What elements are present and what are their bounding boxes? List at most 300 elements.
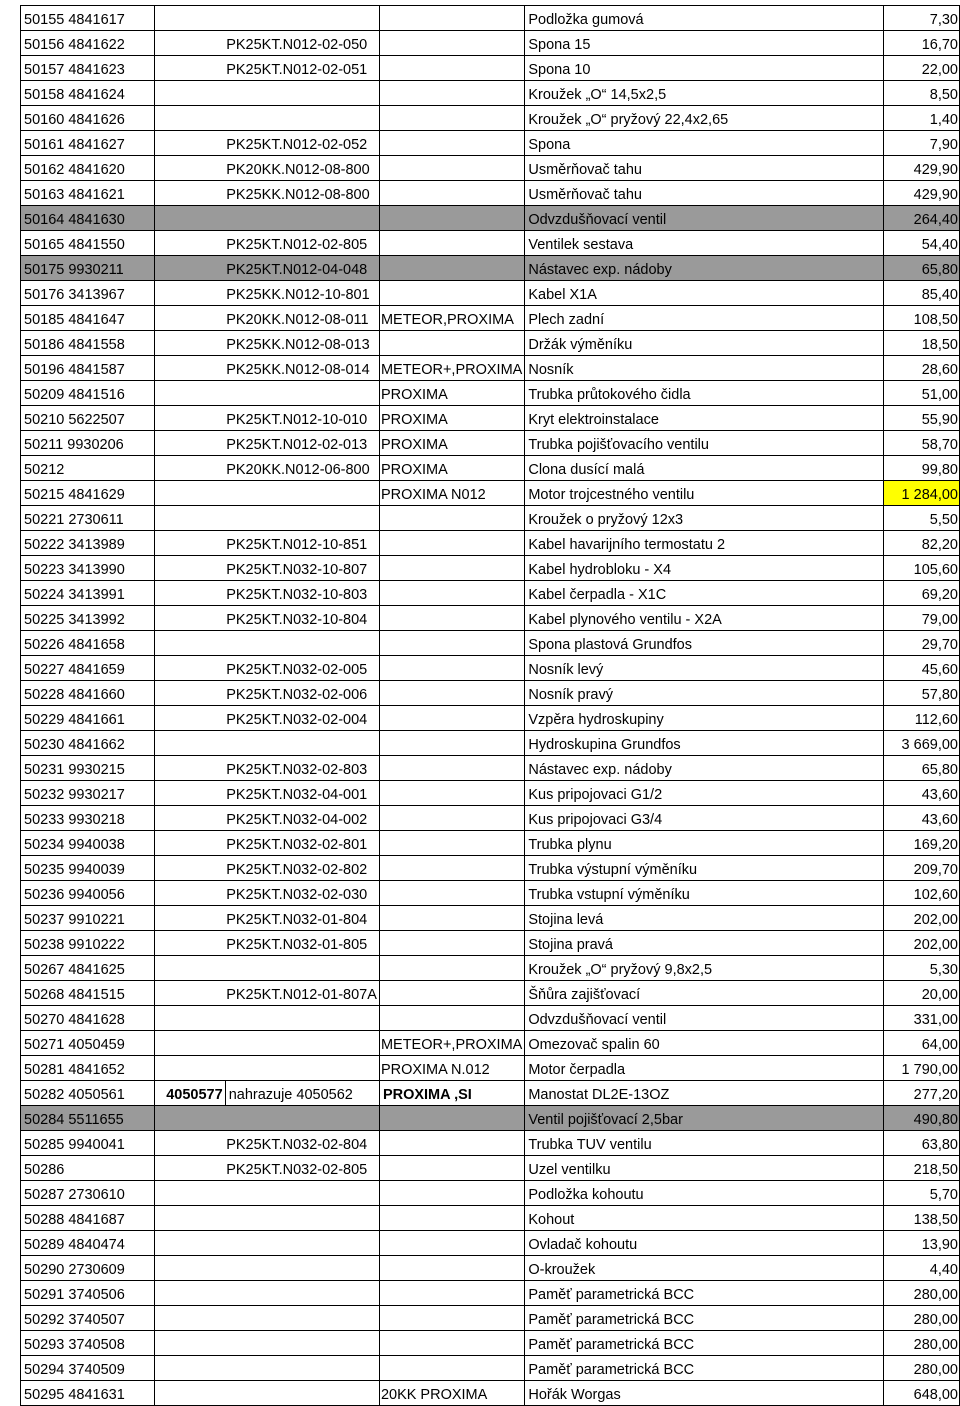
price: 65,80 — [883, 256, 959, 281]
item-code: 4841662 — [68, 737, 125, 753]
drawing-ref: PK25KT.N012-02-050 — [225, 31, 379, 56]
drawing-ref: PK20KK.N012-06-800 — [225, 456, 379, 481]
price: 429,90 — [883, 156, 959, 181]
price: 58,70 — [883, 431, 959, 456]
drawing-ref — [225, 1356, 379, 1381]
price: 28,60 — [883, 356, 959, 381]
part-name: Hydroskupina Grundfos — [525, 731, 884, 756]
blank-cell — [155, 6, 225, 31]
part-name: Trubka pojišťovacího ventilu — [525, 431, 884, 456]
drawing-ref — [225, 1256, 379, 1281]
blank-cell — [155, 631, 225, 656]
table-row — [21, 1006, 960, 1031]
blank-cell — [155, 1306, 225, 1331]
id-code-cell — [21, 831, 155, 856]
price: 138,50 — [883, 1206, 959, 1231]
table-row — [21, 131, 960, 156]
table-row — [21, 56, 960, 81]
price: 54,40 — [883, 231, 959, 256]
drawing-ref: PK25KT.N032-02-006 — [225, 681, 379, 706]
price: 55,90 — [883, 406, 959, 431]
model-cell — [379, 31, 524, 56]
blank-cell — [155, 956, 225, 981]
part-name: Trubka vstupní výměníku — [525, 881, 884, 906]
id-code-cell — [21, 256, 155, 281]
price: 102,60 — [883, 881, 959, 906]
item-code: 4841625 — [68, 962, 125, 978]
model-cell: PROXIMA N012 — [379, 481, 524, 506]
item-id: 50186 — [24, 337, 65, 353]
alt-code: 4050577 — [155, 1081, 225, 1106]
part-name: Paměť parametrická BCC — [525, 1281, 884, 1306]
table-row — [21, 781, 960, 806]
part-name: Kus pripojovaci G3/4 — [525, 806, 884, 831]
blank-cell — [155, 231, 225, 256]
blank-cell — [155, 831, 225, 856]
blank-cell — [155, 1106, 225, 1131]
item-code: 4841652 — [68, 1062, 125, 1078]
item-code: 4050459 — [68, 1037, 125, 1053]
model-cell — [379, 1231, 524, 1256]
drawing-ref — [225, 1031, 379, 1056]
part-name: Paměť parametrická BCC — [525, 1306, 884, 1331]
item-id: 50226 — [24, 637, 65, 653]
item-code: 4841626 — [68, 112, 125, 128]
model-cell: PROXIMA N.012 — [379, 1056, 524, 1081]
drawing-ref — [225, 1056, 379, 1081]
blank-cell — [155, 1331, 225, 1356]
table-row — [21, 381, 960, 406]
drawing-ref — [225, 1331, 379, 1356]
table-row — [21, 356, 960, 381]
drawing-ref: PK25KT.N012-04-048 — [225, 256, 379, 281]
id-code-cell — [21, 206, 155, 231]
id-code-cell — [21, 1181, 155, 1206]
price: 490,80 — [883, 1106, 959, 1131]
blank-cell — [155, 1056, 225, 1081]
drawing-ref — [225, 731, 379, 756]
table-row — [21, 1131, 960, 1156]
item-id: 50295 — [24, 1387, 65, 1403]
part-name: Trubka výstupní výměníku — [525, 856, 884, 881]
item-id: 50292 — [24, 1312, 65, 1328]
item-id: 50270 — [24, 1012, 65, 1028]
table-row — [21, 406, 960, 431]
id-code-cell — [21, 1106, 155, 1131]
drawing-ref: PK20KK.N012-08-011 — [225, 306, 379, 331]
item-code: 3413967 — [68, 287, 125, 303]
table-row — [21, 1381, 960, 1406]
table-row — [21, 631, 960, 656]
part-name: Clona dusící malá — [525, 456, 884, 481]
blank-cell — [155, 1231, 225, 1256]
item-code: 3413990 — [68, 562, 125, 578]
drawing-ref: PK25KT.N012-02-052 — [225, 131, 379, 156]
model-cell — [379, 656, 524, 681]
table-row — [21, 731, 960, 756]
price: 5,30 — [883, 956, 959, 981]
drawing-ref: PK25KT.N032-04-002 — [225, 806, 379, 831]
part-name: Motor trojcestného ventilu — [525, 481, 884, 506]
part-name: Trubka TUV ventilu — [525, 1131, 884, 1156]
id-code-cell — [21, 1131, 155, 1156]
blank-cell — [155, 806, 225, 831]
item-code: 3413991 — [68, 587, 125, 603]
model-cell: METEOR+,PROXIMA — [379, 356, 524, 381]
price: 280,00 — [883, 1356, 959, 1381]
item-id: 50158 — [24, 87, 65, 103]
price: 79,00 — [883, 606, 959, 631]
item-code: 3740509 — [68, 1362, 125, 1378]
drawing-ref: PK25KT.N012-02-051 — [225, 56, 379, 81]
drawing-ref: PK25KT.N032-01-805 — [225, 931, 379, 956]
drawing-ref: PK25KT.N032-04-001 — [225, 781, 379, 806]
model-cell — [379, 756, 524, 781]
id-code-cell — [21, 106, 155, 131]
table-row — [21, 681, 960, 706]
item-id: 50165 — [24, 237, 65, 253]
item-code: 4841629 — [68, 487, 125, 503]
id-code-cell — [21, 431, 155, 456]
table-row — [21, 956, 960, 981]
blank-cell — [155, 906, 225, 931]
id-code-cell — [21, 1081, 155, 1106]
price: 99,80 — [883, 456, 959, 481]
item-code: 4841630 — [68, 212, 125, 228]
blank-cell — [155, 1181, 225, 1206]
drawing-ref — [225, 956, 379, 981]
price: 202,00 — [883, 931, 959, 956]
item-code: 5511655 — [68, 1112, 124, 1128]
model-cell — [379, 6, 524, 31]
part-name: Kryt elektroinstalace — [525, 406, 884, 431]
table-row — [21, 1256, 960, 1281]
part-name: Stojina pravá — [525, 931, 884, 956]
price: 69,20 — [883, 581, 959, 606]
table-row — [21, 1181, 960, 1206]
table-row — [21, 931, 960, 956]
price: 3 669,00 — [883, 731, 959, 756]
drawing-ref — [225, 1106, 379, 1131]
id-code-cell — [21, 981, 155, 1006]
price: 105,60 — [883, 556, 959, 581]
table-row — [21, 556, 960, 581]
item-id: 50161 — [24, 137, 65, 153]
part-name: Stojina levá — [525, 906, 884, 931]
price: 45,60 — [883, 656, 959, 681]
item-code: 4841659 — [68, 662, 125, 678]
part-name: Uzel ventilku — [525, 1156, 884, 1181]
blank-cell — [155, 506, 225, 531]
model-cell: PROXIMA ,SI — [379, 1081, 524, 1106]
id-code-cell — [21, 931, 155, 956]
part-name: Ventilek sestava — [525, 231, 884, 256]
drawing-ref — [225, 81, 379, 106]
id-code-cell — [21, 1031, 155, 1056]
part-name: Odvzdušňovací ventil — [525, 206, 884, 231]
price: 648,00 — [883, 1381, 959, 1406]
item-id: 50210 — [24, 412, 65, 428]
price: 331,00 — [883, 1006, 959, 1031]
table-row — [21, 456, 960, 481]
model-cell — [379, 1156, 524, 1181]
price: 1 284,00 — [883, 481, 959, 506]
item-code: 4841621 — [68, 187, 125, 203]
price: 280,00 — [883, 1306, 959, 1331]
id-code-cell — [21, 781, 155, 806]
model-cell — [379, 106, 524, 131]
id-code-cell — [21, 906, 155, 931]
drawing-ref: PK25KT.N032-02-803 — [225, 756, 379, 781]
table-row — [21, 306, 960, 331]
id-code-cell — [21, 1331, 155, 1356]
table-row — [21, 531, 960, 556]
model-cell — [379, 331, 524, 356]
table-row — [21, 506, 960, 531]
price: 29,70 — [883, 631, 959, 656]
item-code: 4841515 — [68, 987, 125, 1003]
id-code-cell — [21, 806, 155, 831]
id-code-cell — [21, 31, 155, 56]
part-name: Nástavec exp. nádoby — [525, 256, 884, 281]
blank-cell — [155, 1256, 225, 1281]
drawing-ref: PK25KT.N032-02-804 — [225, 1131, 379, 1156]
item-id: 50185 — [24, 312, 65, 328]
item-id: 50175 — [24, 262, 65, 278]
id-code-cell — [21, 1356, 155, 1381]
model-cell: METEOR+,PROXIMA — [379, 1031, 524, 1056]
item-id: 50223 — [24, 562, 65, 578]
part-name: Kabel čerpadla - X1C — [525, 581, 884, 606]
id-code-cell — [21, 606, 155, 631]
item-id: 50281 — [24, 1062, 65, 1078]
model-cell — [379, 1306, 524, 1331]
part-name: Usměrňovač tahu — [525, 156, 884, 181]
item-code: 4841631 — [68, 1387, 125, 1403]
item-id: 50230 — [24, 737, 65, 753]
id-code-cell — [21, 1206, 155, 1231]
price: 264,40 — [883, 206, 959, 231]
part-name: Kroužek „O“ pryžový 9,8x2,5 — [525, 956, 884, 981]
id-code-cell — [21, 731, 155, 756]
part-name: Kohout — [525, 1206, 884, 1231]
item-code: 4050561 — [68, 1087, 125, 1103]
blank-cell — [155, 81, 225, 106]
part-name: Omezovač spalin 60 — [525, 1031, 884, 1056]
drawing-ref — [225, 1006, 379, 1031]
table-row — [21, 1331, 960, 1356]
drawing-ref: PK25KT.N032-10-803 — [225, 581, 379, 606]
table-row — [21, 1356, 960, 1381]
drawing-ref: PK25KT.N032-02-805 — [225, 1156, 379, 1181]
item-code: 2730611 — [68, 512, 124, 528]
item-id: 50286 — [24, 1162, 65, 1178]
model-cell — [379, 806, 524, 831]
drawing-ref — [225, 1206, 379, 1231]
part-name: Vzpěra hydroskupiny — [525, 706, 884, 731]
item-code: 4841661 — [68, 712, 125, 728]
blank-cell — [155, 1381, 225, 1406]
drawing-ref: PK25KT.N032-02-801 — [225, 831, 379, 856]
drawing-ref: PK25KT.N032-02-030 — [225, 881, 379, 906]
table-row — [21, 1056, 960, 1081]
item-id: 50162 — [24, 162, 65, 178]
model-cell: PROXIMA — [379, 456, 524, 481]
price: 7,90 — [883, 131, 959, 156]
blank-cell — [155, 331, 225, 356]
price: 108,50 — [883, 306, 959, 331]
item-id: 50289 — [24, 1237, 65, 1253]
model-cell — [379, 906, 524, 931]
item-code: 4841550 — [68, 237, 125, 253]
drawing-ref: PK25KT.N012-01-807A — [225, 981, 379, 1006]
item-code: 5622507 — [68, 412, 125, 428]
drawing-ref — [225, 106, 379, 131]
replacement-note: nahrazuje 4050562 — [225, 1081, 379, 1106]
drawing-ref: PK25KT.N032-02-005 — [225, 656, 379, 681]
id-code-cell — [21, 856, 155, 881]
id-code-cell — [21, 881, 155, 906]
id-code-cell — [21, 581, 155, 606]
item-code: 9940056 — [68, 887, 125, 903]
id-code-cell — [21, 281, 155, 306]
id-code-cell — [21, 1006, 155, 1031]
part-name: Trubka průtokového čidla — [525, 381, 884, 406]
price: 43,60 — [883, 806, 959, 831]
id-code-cell — [21, 56, 155, 81]
id-code-cell — [21, 456, 155, 481]
blank-cell — [155, 56, 225, 81]
model-cell: PROXIMA — [379, 406, 524, 431]
table-row — [21, 1231, 960, 1256]
blank-cell — [155, 1006, 225, 1031]
item-id: 50287 — [24, 1187, 65, 1203]
model-cell — [379, 1356, 524, 1381]
part-name: Držák výměníku — [525, 331, 884, 356]
id-code-cell — [21, 381, 155, 406]
item-code: 9940039 — [68, 862, 125, 878]
item-id: 50238 — [24, 937, 65, 953]
price: 20,00 — [883, 981, 959, 1006]
part-name: Kabel X1A — [525, 281, 884, 306]
table-row — [21, 806, 960, 831]
item-code: 4841660 — [68, 687, 125, 703]
item-id: 50227 — [24, 662, 65, 678]
price: 277,20 — [883, 1081, 959, 1106]
item-id: 50209 — [24, 387, 65, 403]
drawing-ref — [225, 1281, 379, 1306]
item-id: 50212 — [24, 462, 65, 478]
item-id: 50294 — [24, 1362, 65, 1378]
table-row — [21, 31, 960, 56]
table-row — [21, 156, 960, 181]
table-row — [21, 656, 960, 681]
item-code: 9930206 — [67, 437, 124, 453]
blank-cell — [155, 881, 225, 906]
item-id: 50229 — [24, 712, 65, 728]
blank-cell — [155, 781, 225, 806]
table-row — [21, 281, 960, 306]
item-code: 9910221 — [68, 912, 125, 928]
blank-cell — [155, 481, 225, 506]
item-id: 50290 — [24, 1262, 65, 1278]
part-name: Nosník levý — [525, 656, 884, 681]
blank-cell — [155, 306, 225, 331]
id-code-cell — [21, 306, 155, 331]
model-cell — [379, 506, 524, 531]
item-id: 50231 — [24, 762, 65, 778]
blank-cell — [155, 131, 225, 156]
part-name: Ventil pojišťovací 2,5bar — [525, 1106, 884, 1131]
part-name: Paměť parametrická BCC — [525, 1356, 884, 1381]
price: 112,60 — [883, 706, 959, 731]
model-cell — [379, 781, 524, 806]
part-name: O-kroužek — [525, 1256, 884, 1281]
model-cell — [379, 856, 524, 881]
blank-cell — [155, 431, 225, 456]
item-id: 50156 — [24, 37, 65, 53]
id-code-cell — [21, 156, 155, 181]
item-id: 50271 — [24, 1037, 65, 1053]
item-code: 3740506 — [68, 1287, 125, 1303]
item-code: 4841628 — [68, 1012, 125, 1028]
id-code-cell — [21, 331, 155, 356]
item-id: 50155 — [24, 12, 65, 28]
part-name: Nosník pravý — [525, 681, 884, 706]
model-cell — [379, 1206, 524, 1231]
id-code-cell — [21, 6, 155, 31]
price: 280,00 — [883, 1281, 959, 1306]
drawing-ref — [225, 6, 379, 31]
item-id: 50224 — [24, 587, 65, 603]
part-name: Hořák Worgas — [525, 1381, 884, 1406]
item-id: 50234 — [24, 837, 65, 853]
parts-price-table — [20, 5, 960, 1406]
drawing-ref: PK25KT.N032-10-804 — [225, 606, 379, 631]
id-code-cell — [21, 131, 155, 156]
item-code: 4841623 — [68, 62, 125, 78]
item-id: 50235 — [24, 862, 65, 878]
item-code: 4841627 — [68, 137, 125, 153]
item-id: 50196 — [24, 362, 65, 378]
drawing-ref — [225, 1381, 379, 1406]
item-id: 50285 — [24, 1137, 65, 1153]
blank-cell — [155, 1356, 225, 1381]
blank-cell — [155, 1031, 225, 1056]
item-id: 50236 — [24, 887, 65, 903]
id-code-cell — [21, 506, 155, 531]
drawing-ref: PK20KK.N012-08-800 — [225, 156, 379, 181]
model-cell — [379, 606, 524, 631]
item-id: 50157 — [24, 62, 65, 78]
part-name: Trubka plynu — [525, 831, 884, 856]
item-id: 50288 — [24, 1212, 65, 1228]
part-name: Kabel hydrobloku - X4 — [525, 556, 884, 581]
price: 63,80 — [883, 1131, 959, 1156]
table-row — [21, 581, 960, 606]
item-code: 4841624 — [68, 87, 125, 103]
id-code-cell — [21, 181, 155, 206]
drawing-ref — [225, 481, 379, 506]
item-code: 4841647 — [68, 312, 125, 328]
drawing-ref: PK25KT.N012-10-010 — [225, 406, 379, 431]
item-id: 50176 — [24, 287, 65, 303]
item-code: 4841587 — [68, 362, 125, 378]
item-id: 50282 — [24, 1087, 65, 1103]
item-id: 50232 — [24, 787, 65, 803]
id-code-cell — [21, 631, 155, 656]
part-name: Plech zadní — [525, 306, 884, 331]
